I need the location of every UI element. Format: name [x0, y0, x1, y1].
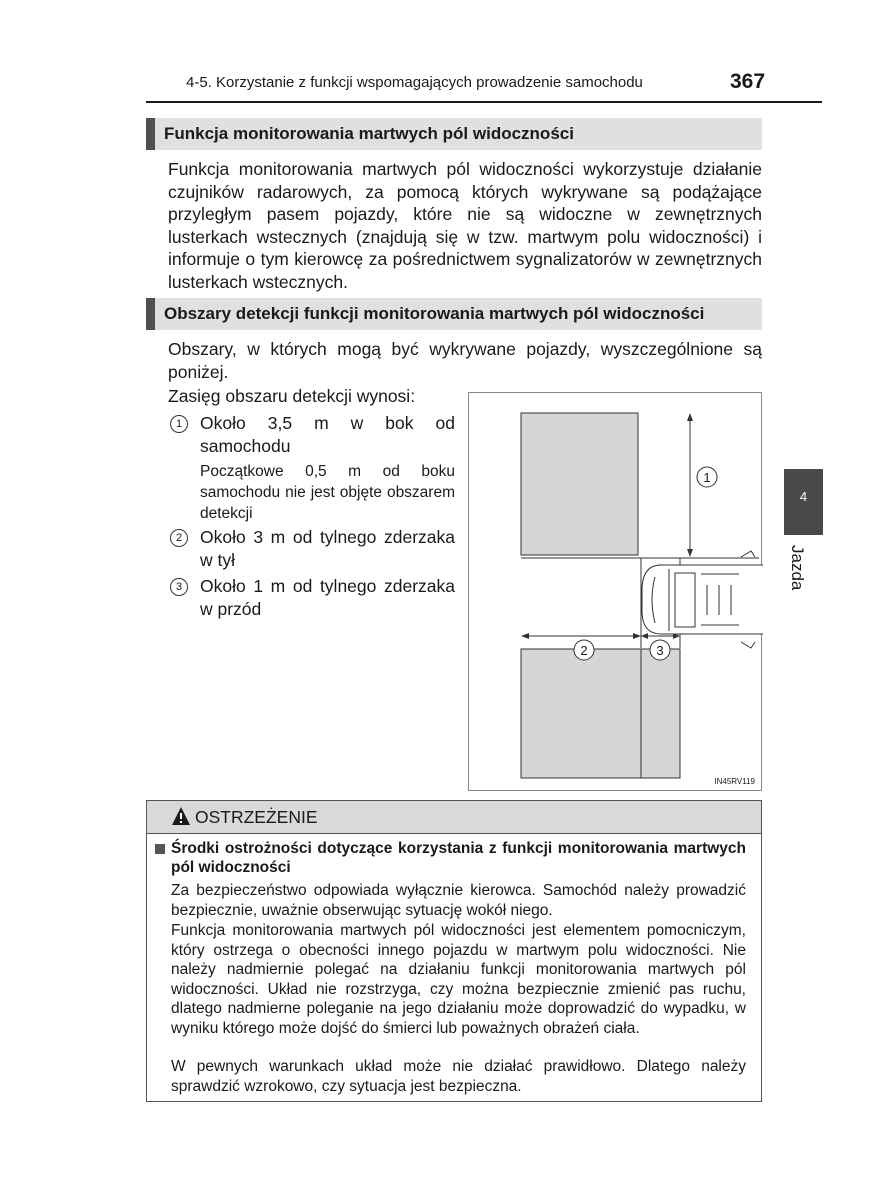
- warning-paragraph: Funkcja monitorowania martwych pól widoczności jest elementem pomocniczym, który ostrzega o obecności innego pojazdu w martwym polu widoczności. Nie należy nadmiernie polegać na działaniu funkcji monitorowania martwych pól widoczności. Układ nie rozstrzyga, czy można bezpiecznie zmienić pas ruchu, dlatego nadmierne poleganie na jego działaniu może doprowadzić do wypadku, w wyniku którego może dojść do śmierci lub poważnych obrażeń ciała.: [171, 922, 746, 1037]
- list-item: [170, 526, 455, 571]
- arrowhead: [633, 633, 641, 639]
- warning-paragraph: Za bezpieczeństwo odpowiada wyłącznie kierowca. Samochód należy prowadzić bezpiecznie, uważnie obserwując sytuację wokół niego.: [171, 882, 746, 919]
- warning-paragraph: W pewnych warunkach układ może nie działać prawidłowo. Dlatego należy sprawdzić wzrokowo, czy sytuacja jest bezpieczna.: [171, 1058, 746, 1095]
- list-item-text: Około 3 m od tylnego zderzaka w tył: [200, 527, 455, 570]
- list-item-text: Około 3,5 m w bok od samochodu: [200, 413, 455, 456]
- chapter-label: Jazda: [788, 545, 807, 591]
- list-item-text: Około 1 m od tylnego zderzaka w przód: [200, 576, 455, 619]
- detection-area-diagram: [468, 392, 762, 791]
- chapter-number: 4: [799, 489, 808, 504]
- running-header: 4-5. Korzystanie z funkcji wspomagających prowadzenie samochodu: [186, 74, 643, 91]
- arrowhead: [521, 633, 529, 639]
- square-bullet-icon: [155, 844, 165, 854]
- callout-label-2: 2: [580, 643, 588, 658]
- header-rule: [146, 101, 822, 103]
- list-item: [170, 575, 455, 620]
- page-number: 367: [730, 70, 766, 93]
- bsm-description: Funkcja monitorowania martwych pól widoczności wykorzystuje działanie czujników radarowych, za pomocą których wykrywane są podążające przyległym pasem pojazdy, które nie są widoczne w zewnętrznych lusterkach wstecznych (znajdują się w tzw. martwym polu widoczności) i informuje o tym kierowcę za pośrednictwem sygnalizatorów w zewnętrznych lusterkach wstecznych.: [168, 159, 762, 292]
- list-item: [170, 412, 455, 457]
- warning-heading: Środki ostrożności dotyczące korzystania z funkcji monitorowania martwych pól widoczności: [171, 840, 746, 876]
- car-icon: [642, 551, 763, 648]
- diagram-svg: [469, 393, 763, 792]
- circled-number-icon: 1: [170, 415, 188, 433]
- warning-box: [146, 800, 762, 1102]
- section-heading-bsm: Funkcja monitorowania martwych pól widoczności: [146, 118, 762, 150]
- circled-number-icon: 3: [170, 578, 188, 596]
- item-note: Początkowe 0,5 m od boku samochodu nie jest objęte obszarem detekcji: [200, 463, 455, 522]
- arrowhead: [641, 633, 648, 639]
- arrowhead: [687, 413, 693, 421]
- callout-label-3: 3: [656, 643, 664, 658]
- section-heading-detection-areas: Obszary detekcji funkcji monitorowania martwych pól widoczności: [146, 298, 762, 330]
- figure-code: IN45RV119: [714, 777, 755, 786]
- chapter-tab: [784, 469, 823, 535]
- circled-number-icon: 2: [170, 529, 188, 547]
- warning-triangle-icon: [171, 806, 191, 826]
- callout-label-1: 1: [703, 470, 711, 485]
- arrowhead: [687, 549, 693, 557]
- warning-header: [147, 801, 761, 834]
- detection-areas-intro: Obszary, w których mogą być wykrywane pojazdy, wyszczególnione są poniżej.: [168, 339, 762, 382]
- zone-side-area: [521, 413, 638, 555]
- zone-rear-area: [521, 649, 680, 778]
- range-intro: Zasięg obszaru detekcji wynosi:: [168, 386, 416, 406]
- warning-title: OSTRZEŻENIE: [195, 807, 318, 827]
